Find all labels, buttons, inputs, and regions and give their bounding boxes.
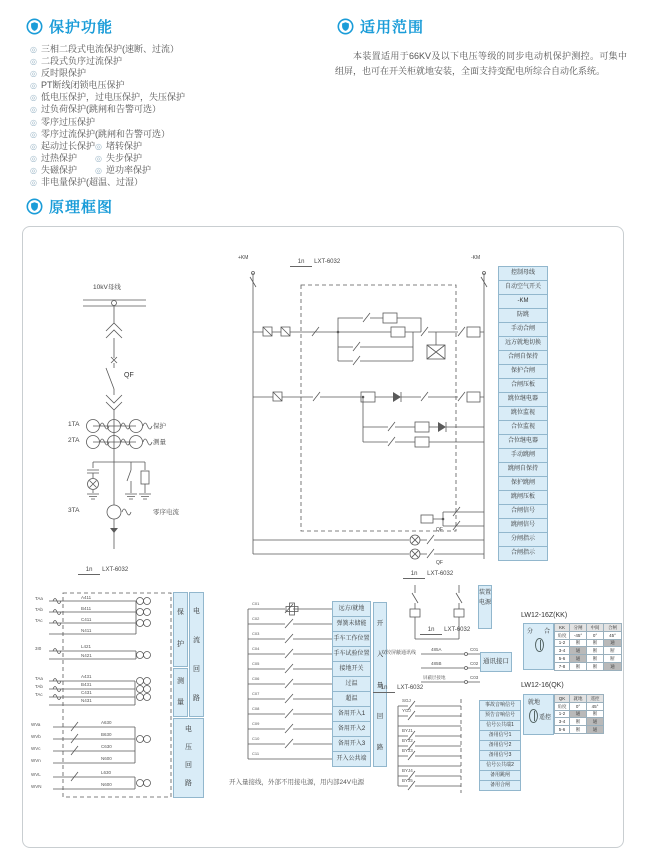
qk-cell: 角度 <box>555 702 570 710</box>
signal-row-label: 信号公共端2 <box>479 760 521 771</box>
group-label-voltage-loop: 电压回路 <box>173 718 204 798</box>
kk-cell: 断 <box>570 662 587 670</box>
control-row-label: 手动合闸 <box>498 322 548 337</box>
list-item-label: ◎ 逆功率保护 <box>95 164 151 177</box>
signal-row-label: 备用信号2 <box>479 740 521 751</box>
list-item <box>30 43 330 55</box>
kk-cell: 断 <box>587 662 604 670</box>
wire-label: C630 <box>101 744 112 749</box>
comm-cable-label: 双绞屏蔽通讯线 <box>381 650 417 656</box>
list-item-label: ◎ 堵转保护 <box>95 140 142 153</box>
di-terminal: C11 <box>252 751 260 756</box>
list-item-label: 反时限保护 <box>40 68 86 79</box>
qk-pos-remote: 遥控 <box>539 715 552 721</box>
control-row-label: 保护跳闸 <box>498 476 548 491</box>
signal-row-label: 备用跳闸 <box>479 770 521 781</box>
control-row-label: 控制母线 <box>498 266 548 281</box>
control-row-label: 合位继电器 <box>498 434 548 449</box>
di-row-label: 超温 <box>332 691 371 707</box>
di-note: 开入量接线，外部不用接电源，用内部24V电源 <box>229 779 365 786</box>
bus-label: 10kV母线 <box>93 284 121 291</box>
kk-cell: 分闸 <box>570 624 587 632</box>
qk-cell: 通 <box>587 718 604 726</box>
bus-positive-label: +KM <box>238 255 249 261</box>
module-header-signal <box>368 685 428 693</box>
list-item-label: 低电压保护，过电压保护，失压保护 <box>40 92 185 103</box>
kk-cell: 7-8 <box>555 662 570 670</box>
control-row-label: 跳闸信号 <box>498 518 548 533</box>
control-row-label: 自动空气开关 <box>498 280 548 295</box>
qk-cell: 通 <box>570 710 587 718</box>
list-item <box>30 176 330 188</box>
qk-contact-table <box>554 694 604 734</box>
protection-list <box>30 43 330 188</box>
kk-pos-close: 合 <box>544 629 551 635</box>
signal-label-column <box>479 701 521 791</box>
wire-label: L421 <box>81 644 92 649</box>
group-label-protect: 保护 <box>173 592 188 667</box>
relay-label: BYJ3 <box>402 748 413 753</box>
kk-cell: 1-2 <box>555 639 570 647</box>
kk-cell: 断 <box>570 639 587 647</box>
ct1-label: 1TA <box>68 421 80 428</box>
kk-cell: 中间 <box>587 624 604 632</box>
wire-label: A630 <box>101 720 112 725</box>
list-item <box>30 128 330 140</box>
kk-cell: 通 <box>604 662 622 670</box>
di-terminal: C04 <box>252 646 260 651</box>
control-row-label: 手动跳闸 <box>498 448 548 463</box>
list-item-label: 二段式负序过流保护 <box>40 56 122 67</box>
wire-label: N600 <box>101 756 112 761</box>
comm-wire-label: 485B <box>431 661 442 666</box>
signal-row-label: 备用信号1 <box>479 730 521 741</box>
module-header-comm <box>415 627 475 635</box>
qk-cell: 通 <box>587 726 604 734</box>
wire-label: N411 <box>81 628 92 633</box>
control-row-label: 跳位继电器 <box>498 392 548 407</box>
di-group-label: 开入量回路 <box>373 602 387 767</box>
di-terminal: C07 <box>252 691 260 696</box>
control-row-label: 合闸指示 <box>498 546 548 561</box>
di-row-label: 远方/就地 <box>332 601 371 617</box>
qk-cell: 0° <box>570 702 587 710</box>
comm-port-label: 通讯接口 <box>480 652 512 672</box>
list-item <box>30 164 330 176</box>
signal-row-label: 预告音响信号 <box>479 710 521 721</box>
kk-cell: 通 <box>570 647 587 655</box>
wire-label: N421 <box>81 653 92 658</box>
di-row-label: 备用开入3 <box>332 736 371 752</box>
qk-cell: 断 <box>570 726 587 734</box>
ct-tag: TAa <box>35 596 43 601</box>
ct2-label: 2TA <box>68 437 80 444</box>
qf-contact-label: QF <box>436 560 443 566</box>
kk-cell: 断 <box>587 655 604 663</box>
switch-handle-icon <box>529 709 538 723</box>
control-row-label: 跳位监视 <box>498 406 548 421</box>
diagram-section-heading <box>26 196 113 217</box>
ct-tag: TAb <box>35 607 43 612</box>
di-terminal: C02 <box>252 616 260 621</box>
kk-cell: -45° <box>570 631 587 639</box>
signal-row-label: 事故音响信号 <box>479 700 521 711</box>
shield-icon <box>337 18 354 35</box>
group-label-measure: 测量 <box>173 668 188 717</box>
comm-wire-label: 485A <box>431 647 442 652</box>
kk-title: LW12-16Z(KK) <box>521 612 568 619</box>
list-item <box>30 91 330 103</box>
list-item-label: 三相二段式电流保护(速断、过流） <box>40 44 179 54</box>
kk-cell: 5-6 <box>555 655 570 663</box>
qk-pos-local: 就地 <box>528 700 541 706</box>
list-item-label: 零序过压保护 <box>40 116 95 127</box>
module-model: LXT-6032 <box>444 627 471 633</box>
module-header-control <box>285 259 345 267</box>
control-row-label: 跳闸压板 <box>498 490 548 505</box>
power-label: 装置电源 <box>478 585 492 629</box>
qk-cell: 断 <box>587 710 604 718</box>
protect-label: 保护 <box>153 423 166 430</box>
control-row-label: 防跳 <box>498 308 548 323</box>
kk-cell: 3-4 <box>555 647 570 655</box>
list-item <box>30 55 330 67</box>
wire-label: B411 <box>81 606 92 611</box>
protection-title: 保护功能 <box>49 19 114 36</box>
vt-tag: WVn <box>31 758 41 763</box>
breaker-label: QF <box>124 372 134 379</box>
di-terminal: C03 <box>252 631 260 636</box>
protection-section-heading <box>26 16 113 37</box>
comm-terminal: C02 <box>470 661 479 666</box>
module-id: 1n <box>290 259 313 267</box>
list-item-label: ◎ 失步保护 <box>95 152 142 165</box>
module-header-power <box>398 571 458 579</box>
qk-cell: 就地 <box>570 695 587 703</box>
qf-contact-label: QF <box>436 527 443 533</box>
qk-cell: 遥控 <box>587 695 604 703</box>
control-row-label: 保护合闸 <box>498 364 548 379</box>
qk-cell: 45° <box>587 702 604 710</box>
ct-tag: TAc <box>35 618 43 623</box>
di-row-label: 手车试验位置 <box>332 646 371 662</box>
kk-cell: 断 <box>604 655 622 663</box>
signal-row-label: 信号公共端1 <box>479 720 521 731</box>
module-model: LXT-6032 <box>427 571 454 577</box>
kk-cell: 角度 <box>555 631 570 639</box>
wire-label: A411 <box>81 595 92 600</box>
di-terminal: C06 <box>252 676 260 681</box>
list-item-label: 零序过流保护(跳闸和告警可选） <box>40 128 170 139</box>
scope-title: 适用范围 <box>360 19 425 36</box>
list-item <box>30 67 330 79</box>
list-item <box>30 152 330 164</box>
control-row-label: 分闸指示 <box>498 532 548 547</box>
list-item <box>30 140 330 152</box>
vt-tag: WVN <box>31 784 42 789</box>
control-row-label: 远方就地切换 <box>498 336 548 351</box>
relay-label: YGJ <box>402 708 411 713</box>
vt-tag: WVb <box>31 734 41 739</box>
list-item-label: 过热保护 <box>40 152 77 163</box>
module-model: LXT-6032 <box>397 685 424 691</box>
wire-label: N600 <box>101 782 112 787</box>
kk-cell: 0° <box>587 631 604 639</box>
control-row-label: -KM <box>498 294 548 309</box>
ct-tag: 3I0 <box>35 646 42 651</box>
control-row-label: 跳闸自保持 <box>498 462 548 477</box>
list-item <box>30 116 330 128</box>
wire-label: B431 <box>81 682 92 687</box>
shield-icon <box>26 18 43 35</box>
ct-tag: TAb <box>35 684 43 689</box>
kk-cell: 断 <box>587 639 604 647</box>
list-item <box>30 103 330 115</box>
qk-cell: QK <box>555 695 570 703</box>
kk-cell: 断 <box>587 647 604 655</box>
di-row-label: 手车工作位置 <box>332 631 371 647</box>
relay-label: SGJ <box>402 698 411 703</box>
qk-cell: 1-2 <box>555 710 570 718</box>
relay-label: BYJ1 <box>402 728 413 733</box>
di-row-label: 接地开关 <box>332 661 371 677</box>
list-item-label: 起动过长保护 <box>40 140 95 151</box>
di-terminal: C10 <box>252 736 260 741</box>
qk-cell: 5-6 <box>555 726 570 734</box>
wire-label: C411 <box>81 617 92 622</box>
qk-cell: 3-4 <box>555 718 570 726</box>
qk-title: LW12-16(QK) <box>521 682 564 689</box>
di-terminal: C01 <box>252 601 260 606</box>
kk-contact-table <box>554 623 622 671</box>
control-row-label: 合闸信号 <box>498 504 548 519</box>
comm-terminal: C03 <box>470 675 479 680</box>
relay-label: BYJ2 <box>402 738 413 743</box>
kk-pos-open: 分 <box>527 629 534 635</box>
measure-label: 测量 <box>153 439 166 446</box>
relay-label: BYJ5 <box>402 778 413 783</box>
wire-label: C431 <box>81 690 92 695</box>
di-terminal: C05 <box>252 661 260 666</box>
relay-label: BYJ4 <box>402 768 413 773</box>
comm-wire-label: 屏蔽层接地 <box>423 675 446 680</box>
scope-section-heading <box>337 16 424 37</box>
ct3-label: 3TA <box>68 507 80 514</box>
di-terminal: C09 <box>252 721 260 726</box>
kk-cell: 45° <box>604 631 622 639</box>
kk-cell: 通 <box>570 655 587 663</box>
list-item-label: 非电量保护(超温、过湿） <box>40 177 143 188</box>
diagram-title: 原理框图 <box>49 199 114 216</box>
di-terminal: C08 <box>252 706 260 711</box>
ct-tag: TAc <box>35 692 43 697</box>
module-id: 1n <box>373 685 396 693</box>
module-header-ac <box>73 567 133 575</box>
module-model: LXT-6032 <box>102 567 129 573</box>
di-row-label: 过温 <box>332 676 371 692</box>
di-row-label: 备用开入2 <box>332 721 371 737</box>
vt-tag: WVa <box>31 722 41 727</box>
switch-handle-icon <box>535 638 544 652</box>
vt-tag: WVc <box>31 746 41 751</box>
wire-label: B630 <box>101 732 112 737</box>
wire-label: N431 <box>81 698 92 703</box>
zero-seq-label: 零序电流 <box>153 509 179 516</box>
list-item <box>30 79 330 91</box>
di-row-label: 开入公共端 <box>332 751 371 767</box>
principle-diagram <box>22 226 624 848</box>
signal-row-label: 备用合闸 <box>479 780 521 791</box>
signal-row-label: 备用信号3 <box>479 750 521 761</box>
shield-icon <box>26 198 43 215</box>
list-item-label: 过负荷保护(跳闸和告警可选） <box>40 104 161 115</box>
list-item-label: 失磁保护 <box>40 164 77 175</box>
module-model: LXT-6032 <box>314 259 341 265</box>
module-id: 1n <box>403 571 426 579</box>
kk-cell: 通 <box>604 639 622 647</box>
bus-negative-label: -KM <box>471 255 481 261</box>
module-id: 1n <box>420 627 443 635</box>
wire-label: A431 <box>81 674 92 679</box>
module-id: 1n <box>78 567 101 575</box>
list-item-label: PT断线闭锁电压保护 <box>40 80 125 91</box>
qk-handle-box <box>523 694 554 735</box>
ct-tag: TAa <box>35 676 43 681</box>
kk-cell: 合闸 <box>604 624 622 632</box>
control-row-label: 合闸压板 <box>498 378 548 393</box>
qk-cell: 断 <box>570 718 587 726</box>
di-label-column <box>332 602 371 767</box>
wire-label: L630 <box>101 770 112 775</box>
di-row-label: 弹簧未储能 <box>332 616 371 632</box>
control-row-label: 合位监视 <box>498 420 548 435</box>
group-label-current-loop: 电流回路 <box>189 592 204 717</box>
di-row-label: 备用开入1 <box>332 706 371 722</box>
kk-cell: KK <box>555 624 570 632</box>
vt-tag: WVL <box>31 772 41 777</box>
scope-paragraph: 本装置适用于66KV及以下电压等级的同步电动机保护测控。可集中组屏，也可在开关柜就地安装，全面支持变配电所综合自动化系统。 <box>335 51 627 76</box>
kk-handle-box <box>523 623 554 670</box>
kk-cell: 断 <box>604 647 622 655</box>
control-label-column <box>498 267 548 561</box>
comm-terminal: C01 <box>470 647 479 652</box>
control-row-label: 合闸自保持 <box>498 350 548 365</box>
